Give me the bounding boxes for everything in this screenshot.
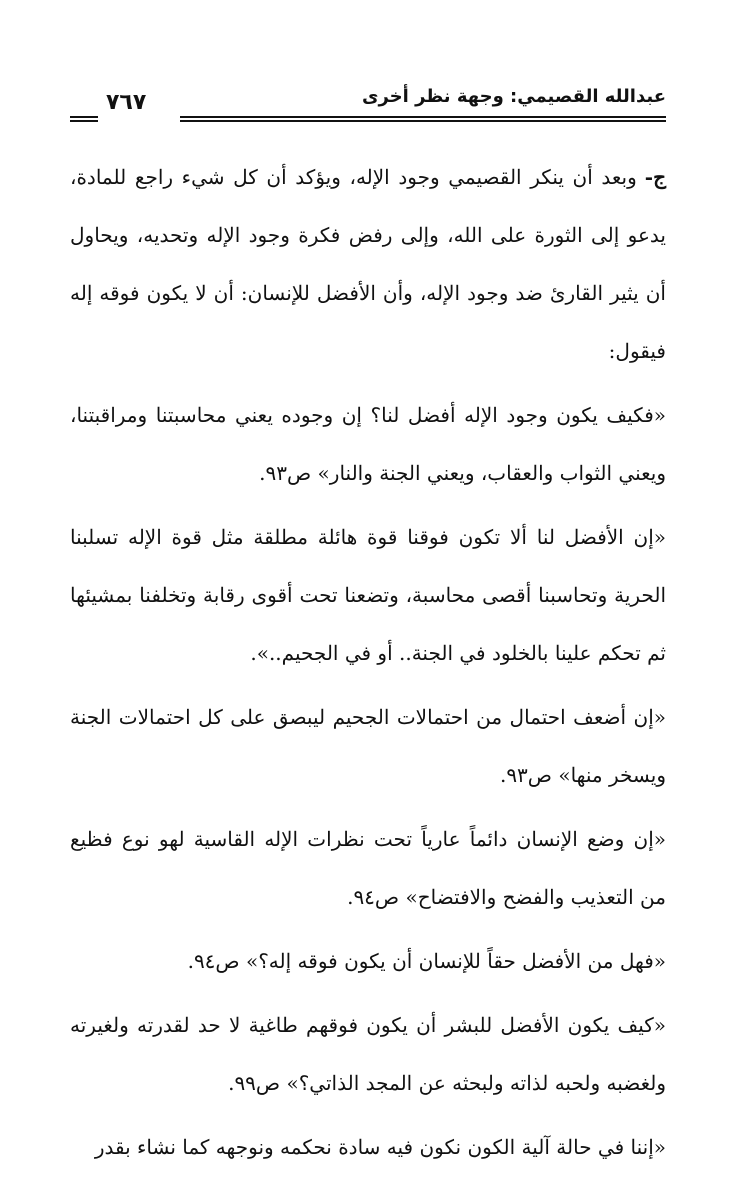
quote-paragraph xyxy=(70,1118,666,1176)
page-number: ٧٦٧ xyxy=(106,90,147,115)
paragraph-text: «كيف يكون الأفضل للبشر أن يكون فوقهم طاغية لا حد لقدرته ولغيرته ولغضبه ولحبه لذاته ولبحثه عن المجد الذاتي؟» ص٩٩. xyxy=(70,1013,666,1095)
running-title: عبدالله القصيمي: وجهة نظر أخرى xyxy=(361,86,666,107)
page-number-rule xyxy=(70,116,98,122)
page-body xyxy=(70,148,666,1182)
page-header xyxy=(70,84,666,130)
paragraph-text: «فكيف يكون وجود الإله أفضل لنا؟ إن وجوده يعني محاسبتنا ومراقبتنا، ويعني الثواب والعقاب، ويعني الجنة والنار» ص٩٣. xyxy=(70,403,666,485)
paragraph-text: «إن أضعف احتمال من احتمالات الجحيم ليبصق على كل احتمالات الجنة ويسخر منها» ص٩٣. xyxy=(70,705,666,787)
paragraph-text: «إن وضع الإنسان دائماً عارياً تحت نظرات الإله القاسية لهو نوع فظيع من التعذيب والفضح والافتضاح» ص٩٤. xyxy=(70,827,666,909)
paragraph-text: «إننا في حالة آلية الكون نكون فيه سادة نحكمه ونوجهه كما نشاء بقدر xyxy=(94,1135,666,1159)
quote-paragraph xyxy=(70,386,666,502)
quote-paragraph xyxy=(70,932,666,990)
paragraph-text: «فهل من الأفضل حقاً للإنسان أن يكون فوقه إله؟» ص٩٤. xyxy=(187,949,666,973)
paragraph-text: وبعد أن ينكر القصيمي وجود الإله، ويؤكد أن كل شيء راجع للمادة، يدعو إلى الثورة على الله، وإلى رفض فكرة وجود الإله وتحديه، ويحاول أن يثير القارئ ضد وجود الإله، وأن الأفضل للإنسان: أن لا يكون فوقه إله فيقول: xyxy=(70,165,667,363)
quote-paragraph xyxy=(70,996,666,1112)
paragraph-text: «إن الأفضل لنا ألا تكون فوقنا قوة هائلة مطلقة مثل قوة الإله تسلبنا الحرية وتحاسبنا أقصى محاسبة، وتضعنا تحت أقوى رقابة وتخلفنا بمشيئها ثم تحكم علينا بالخلود في الجنة.. أو في الجحيم..». xyxy=(70,525,666,665)
quote-paragraph xyxy=(70,810,666,926)
header-rule xyxy=(180,116,666,122)
paragraph xyxy=(70,148,666,380)
quote-paragraph xyxy=(70,688,666,804)
quote-paragraph xyxy=(70,508,666,682)
section-marker: ج- xyxy=(644,165,666,189)
